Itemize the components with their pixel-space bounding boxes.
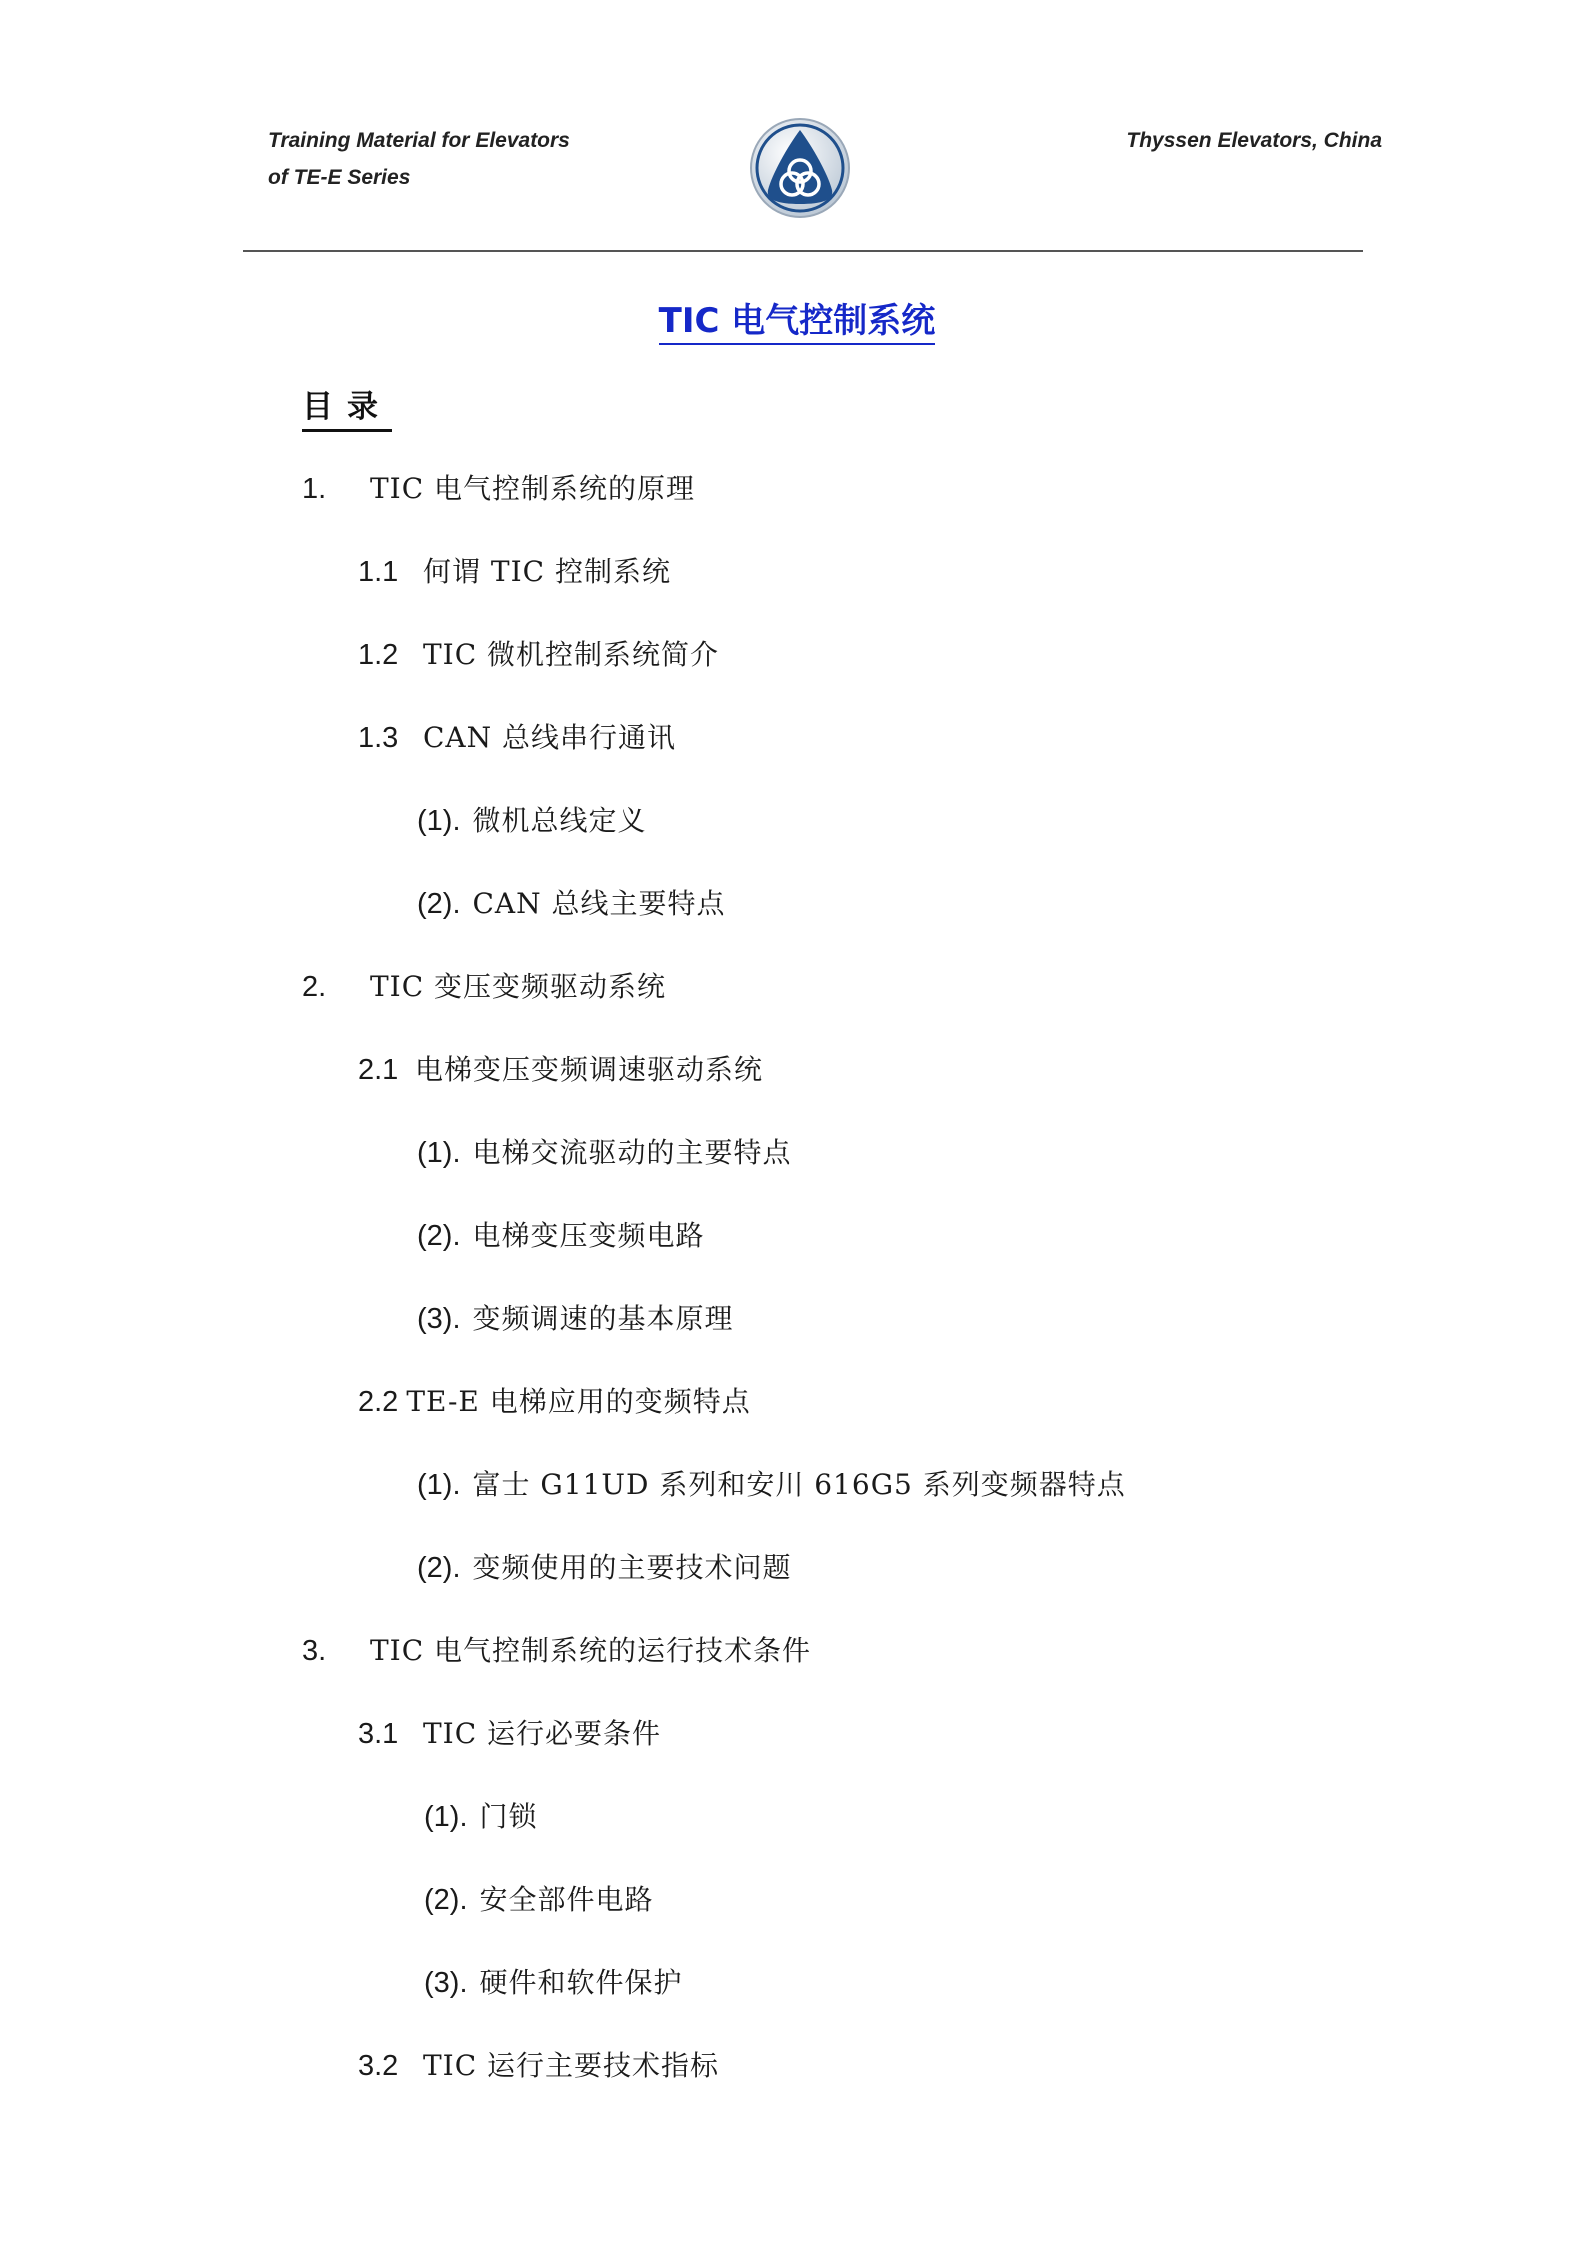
toc-number: (2).: [417, 1220, 461, 1252]
toc-text: 何谓 TIC 控制系统: [423, 555, 671, 588]
toc-text: TIC 电气控制系统的运行技术条件: [370, 1634, 812, 1667]
toc-item: [358, 1713, 661, 1754]
header-left-line1: Training Material for Elevators: [268, 129, 570, 152]
toc-text: 电梯交流驱动的主要特点: [472, 1136, 792, 1169]
toc-text: CAN 总线主要特点: [472, 887, 726, 920]
toc-item: [417, 1132, 792, 1173]
toc-item: [424, 1796, 538, 1837]
toc-number: (1).: [417, 1137, 461, 1169]
toc-text: TIC 微机控制系统简介: [423, 638, 720, 671]
toc-text: 电梯变压变频电路: [472, 1219, 705, 1252]
toc-number: 1.: [302, 473, 327, 505]
toc-text: TIC 运行主要技术指标: [423, 2049, 720, 2082]
document-title-text[interactable]: TIC 电气控制系统: [659, 301, 936, 345]
toc-item: [417, 1215, 705, 1256]
toc-item: [358, 634, 719, 675]
toc-number: 3.: [302, 1635, 327, 1667]
toc-item: [302, 1630, 811, 1671]
toc-heading: 目录: [302, 381, 392, 432]
toc-number: 3.2: [358, 2050, 399, 2082]
toc-text: 微机总线定义: [472, 804, 647, 837]
toc-number: 1.3: [358, 722, 399, 754]
toc-item: [358, 551, 671, 592]
toc-number: 1.1: [358, 556, 399, 588]
toc-text: 门锁: [479, 1800, 538, 1833]
toc-number: (1).: [424, 1801, 468, 1833]
toc-number: 2.: [302, 971, 327, 1003]
toc-number: (2).: [417, 1552, 461, 1584]
toc-text: 变频调速的基本原理: [472, 1302, 734, 1335]
toc-number: 3.1: [358, 1718, 399, 1750]
toc-item: [417, 1547, 792, 1588]
header-right: Thyssen Elevators, China: [1126, 129, 1382, 152]
toc-number: (3).: [417, 1303, 461, 1335]
toc-text: 变频使用的主要技术问题: [472, 1551, 792, 1584]
toc-item: [424, 1962, 683, 2003]
toc-item: [417, 883, 726, 924]
toc-text: TIC 电气控制系统的原理: [370, 472, 696, 505]
toc-item: [302, 468, 695, 509]
toc-text: 安全部件电路: [479, 1883, 654, 1916]
toc-text: 富士 G11UD 系列和安川 616G5 系列变频器特点: [472, 1468, 1126, 1501]
toc-number: (2).: [417, 888, 461, 920]
toc-number: 2.1: [358, 1054, 399, 1086]
toc-number: (3).: [424, 1967, 468, 1999]
toc-item: [358, 1049, 763, 1090]
toc-text: 硬件和软件保护: [479, 1966, 683, 1999]
toc-number: 1.2: [358, 639, 399, 671]
toc-item: [358, 1381, 751, 1422]
toc-item: [424, 1879, 654, 1920]
toc-text: TIC 变压变频驱动系统: [370, 970, 667, 1003]
toc-item: [358, 2045, 719, 2086]
toc-text: CAN 总线串行通讯: [423, 721, 677, 754]
toc-item: [302, 966, 666, 1007]
toc-text: TE-E 电梯应用的变频特点: [406, 1385, 751, 1418]
toc-item: [417, 1464, 1126, 1505]
toc-text: TIC 运行必要条件: [423, 1717, 662, 1750]
header-left-line2: of TE-E Series: [268, 166, 411, 189]
toc-number: (2).: [424, 1884, 468, 1916]
toc-text: 电梯变压变频调速驱动系统: [415, 1053, 764, 1086]
toc-item: [358, 717, 676, 758]
toc-number: (1).: [417, 1469, 461, 1501]
toc-item: [417, 800, 647, 841]
toc-number: 2.2: [358, 1386, 399, 1418]
toc-item: [417, 1298, 734, 1339]
toc-number: (1).: [417, 805, 461, 837]
